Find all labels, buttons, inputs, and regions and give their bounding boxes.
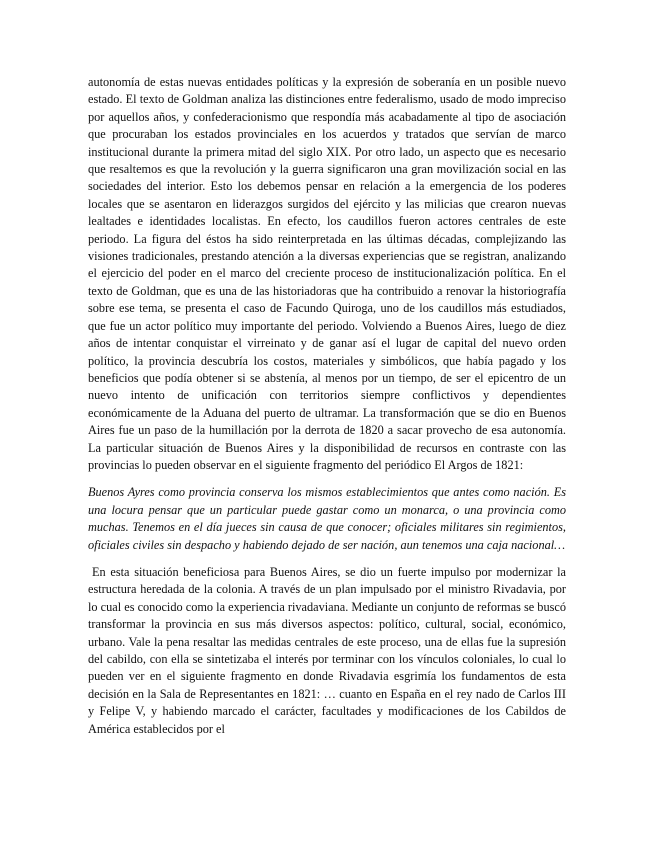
body-paragraph-2: En esta situación beneficiosa para Buenos Aires, se dio un fuerte impulso por modernizar la estructura heredada de la colonia. A través de un plan impulsado por el ministro Rivadavia, por lo cual es conocido como la experiencia rivadaviana. Mediante un conjunto de reformas se buscó transformar la provincia en sus más diversos aspectos: político, cultural, social, económico, urbano. Vale la pena resaltar las medidas centrales de este proceso, una de ellas fue la supresión del cabildo, con ella se sintetizaba el interés por terminar con los vínculos coloniales, lo cual lo pueden ver en el siguiente fragmento en donde Rivadavia esgrimía los fundamentos de esta decisión en la Sala de Representantes en 1821: … cuanto en España en el rey nado de Carlos III y Felipe V, y habiendo marcado el carácter, facultades y modificaciones de los Cabildos de América establecidos por el xyxy=(88,564,566,736)
document-page xyxy=(88,74,566,738)
block-quote-el-argos: Buenos Ayres como provincia conserva los mismos establecimientos que antes como nación. Es una locura pensar que un particular puede gastar como un monarca, o una provincia como muchas. Tenemos en el día jueces sin causa de que conocer; oficiales militares sin regimientos, oficiales civiles sin despacho y habiendo dejado de ser nación, aun tenemos una caja nacional… xyxy=(88,485,566,552)
body-paragraph-1: autonomía de estas nuevas entidades políticas y la expresión de soberanía en un posible nuevo estado. El texto de Goldman analiza las distinciones entre federalismo, usado de modo impreciso por aquellos años, y confederacionismo que respondía más acabadamente al tipo de asociación que procuraban los estados provinciales en los acuerdos y tratados que servían de marco institucional durante la primera mitad del siglo XIX. Por otro lado, un aspecto que es necesario que resaltemos es que la revolución y la guerra significaron una gran movilización social en las sociedades del interior. Esto los debemos pensar en relación a la emergencia de los poderes locales que se asentaron en liderazgos surgidos del ejército y las milicias que crearon nuevas lealtades e identidades localistas. En efecto, los caudillos fueron actores centrales de este periodo. La figura del éstos ha sido reinterpretada en las últimas décadas, complejizando las visiones tradicionales, prestando atención a la diversas experiencias que se registran, analizando el ejercicio del poder en el marco del creciente proceso de institucionalización política. En el texto de Goldman, que es una de las historiadoras que ha contribuido a renovar la historiografía sobre ese tema, se presenta el caso de Facundo Quiroga, uno de los caudillos más estudiados, que fue un actor político muy importante del periodo. Volviendo a Buenos Aires, luego de diez años de intentar conquistar el virreinato y de ganar así el lugar de capital del nuevo orden político, la provincia descubría los costos, materiales y simbólicos, que había pagado y los beneficios que podía obtener si se abstenía, al menos por un tiempo, de ser el epicentro de un nuevo intento de unificación con territorios siempre conflictivos y dependientes económicamente de la Aduana del puerto de ultramar. La transformación que se dio en Buenos Aires fue un paso de la humillación por la derrota de 1820 a sacar provecho de esa autonomía. La particular situación de Buenos Aires y la disponibilidad de recursos en contraste con las provincias lo pueden observar en el siguiente fragmento del periódico El Argos de 1821: xyxy=(88,75,566,472)
